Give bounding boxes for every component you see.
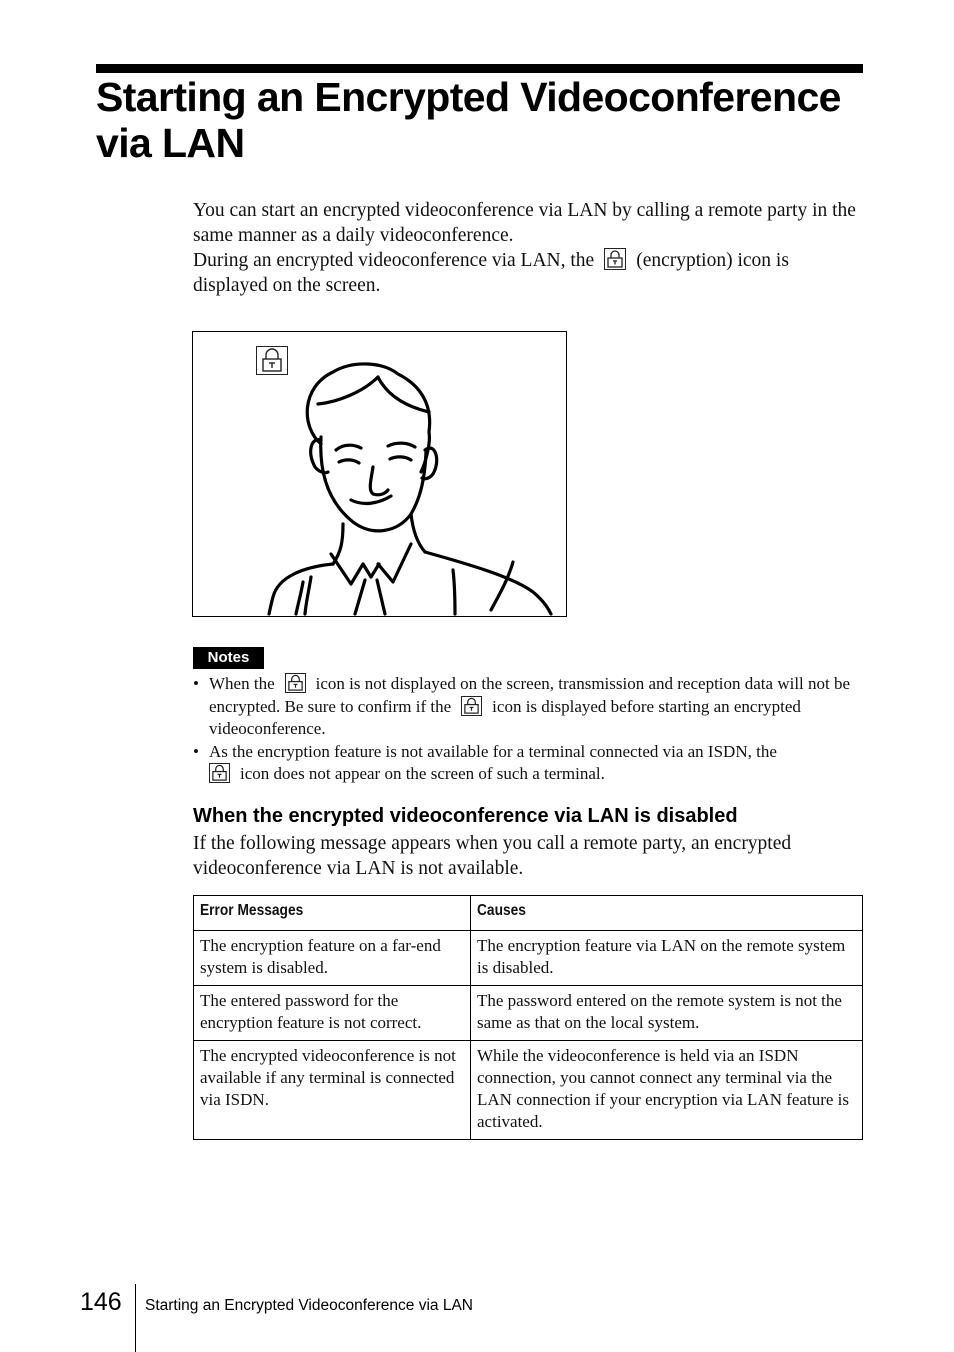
table-cell: While the videoconference is held via an ISDN connection, you cannot connect any terminal via the LAN connection if your encryption via LAN feature is activated. (471, 1041, 863, 1140)
column-header: Causes (471, 896, 863, 931)
note-text: icon does not appear on the screen of such a terminal. (240, 764, 605, 783)
intro-line-2-start: During an encrypted videoconference via LAN, the (193, 250, 595, 271)
table-row (194, 931, 863, 986)
section-heading: When the encrypted videoconference via LAN is disabled (193, 805, 738, 827)
intro-paragraph (193, 198, 865, 298)
note-text: icon is not displayed on the screen, transmission and reception data will not be encrypted. Be sure to confirm if the (209, 674, 851, 716)
note-text: When the (209, 674, 275, 693)
intro-line-1: You can start an encrypted videoconference via LAN by calling a remote party in the same manner as a daily videoconference. (193, 200, 856, 246)
table-cell: The encrypted videoconference is not available if any terminal is connected via ISDN. (194, 1041, 471, 1140)
table-cell: The encryption feature on a far-end system is disabled. (194, 931, 471, 986)
padlock-icon (461, 696, 482, 716)
notes-label: Notes (193, 647, 264, 669)
note-text: As the encryption feature is not available for a terminal connected via an ISDN, the (209, 741, 777, 761)
padlock-icon (604, 248, 626, 270)
column-header: Error Messages (194, 896, 471, 931)
padlock-icon (209, 763, 230, 783)
title-rule (96, 64, 863, 73)
footer-divider (135, 1284, 136, 1352)
page-title: Starting an Encrypted Videoconference via LAN (96, 74, 841, 166)
section-paragraph: If the following message appears when you call a remote party, an encrypted videoconference via LAN is not available. (193, 833, 792, 879)
person-drawing (193, 332, 566, 616)
table-cell: The encryption feature via LAN on the remote system is disabled. (471, 931, 863, 986)
table-cell: The entered password for the encryption feature is not correct. (194, 986, 471, 1041)
table-header-row (194, 896, 863, 931)
error-table (193, 895, 863, 1140)
table-row (194, 986, 863, 1041)
padlock-icon (285, 673, 306, 693)
intro-line-2-end: (encryption) icon is displayed on the screen. (193, 250, 789, 296)
table-row (194, 1041, 863, 1140)
table-cell: The password entered on the remote system is not the same as that on the local system. (471, 986, 863, 1041)
list-item (193, 741, 865, 786)
page-number: 146 (80, 1288, 122, 1316)
note-text: icon is displayed before starting an encrypted videoconference. (209, 696, 801, 738)
running-title: Starting an Encrypted Videoconference via LAN (145, 1297, 473, 1314)
screen-illustration (192, 331, 567, 617)
notes-list (193, 673, 865, 786)
list-item (193, 673, 865, 741)
